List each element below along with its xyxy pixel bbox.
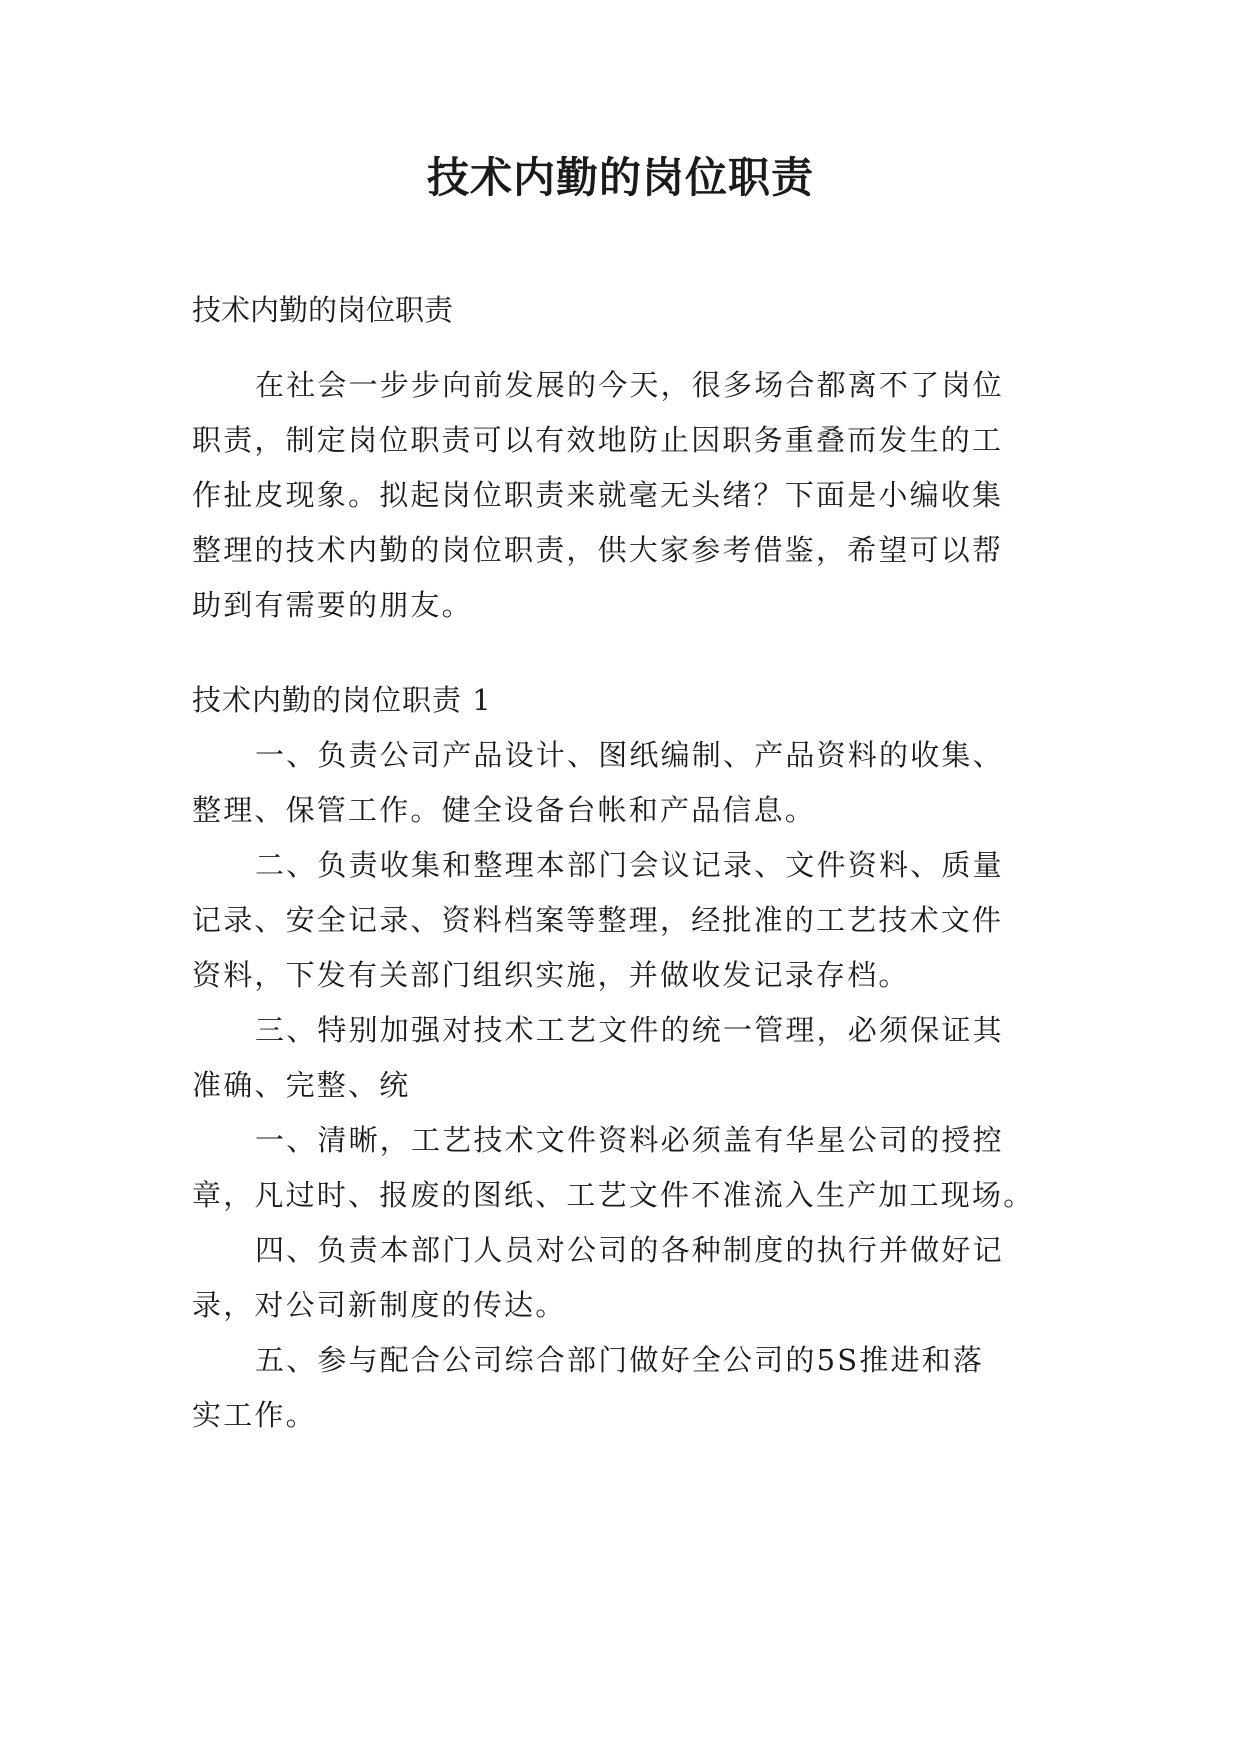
- section-line: 三、特别加强对技术工艺文件的统一管理，必须保证其: [255, 1013, 1004, 1047]
- intro-line: 职责，制定岗位职责可以有效地防止因职务重叠而发生的工: [192, 423, 1004, 457]
- intro-line: 作扯皮现象。拟起岗位职责来就毫无头绪？下面是小编收集: [192, 478, 1004, 512]
- intro-line: 助到有需要的朋友。: [192, 588, 473, 622]
- section-line: 录，对公司新制度的传达。: [192, 1288, 567, 1322]
- document-subtitle: 技术内勤的岗位职责: [192, 293, 454, 327]
- section-line: 准确、完整、统: [192, 1068, 411, 1102]
- section-line: 实工作。: [192, 1398, 317, 1432]
- section-line: 资料，下发有关部门组织实施，并做收发记录存档。: [192, 958, 910, 992]
- intro-line: 整理的技术内勤的岗位职责，供大家参考借鉴，希望可以帮: [192, 533, 1004, 567]
- section-line: 二、负责收集和整理本部门会议记录、文件资料、质量: [255, 848, 1004, 882]
- section-line: 一、清晰，工艺技术文件资料必须盖有华星公司的授控: [255, 1123, 1004, 1157]
- section-line: 记录、安全记录、资料档案等整理，经批准的工艺技术文件: [192, 903, 1004, 937]
- intro-line: 在社会一步步向前发展的今天，很多场合都离不了岗位: [255, 368, 1004, 402]
- section-line: 整理、保管工作。健全设备台帐和产品信息。: [192, 793, 817, 827]
- section-line: 章，凡过时、报废的图纸、工艺文件不准流入生产加工现场。: [192, 1178, 1035, 1212]
- section-line: 五、参与配合公司综合部门做好全公司的5S推进和落: [255, 1343, 985, 1377]
- document-title: 技术内勤的岗位职责: [426, 153, 814, 202]
- section-line: 四、负责本部门人员对公司的各种制度的执行并做好记: [255, 1233, 1004, 1267]
- section-line: 一、负责公司产品设计、图纸编制、产品资料的收集、: [255, 738, 1004, 772]
- section-heading: 技术内勤的岗位职责 1: [192, 683, 492, 717]
